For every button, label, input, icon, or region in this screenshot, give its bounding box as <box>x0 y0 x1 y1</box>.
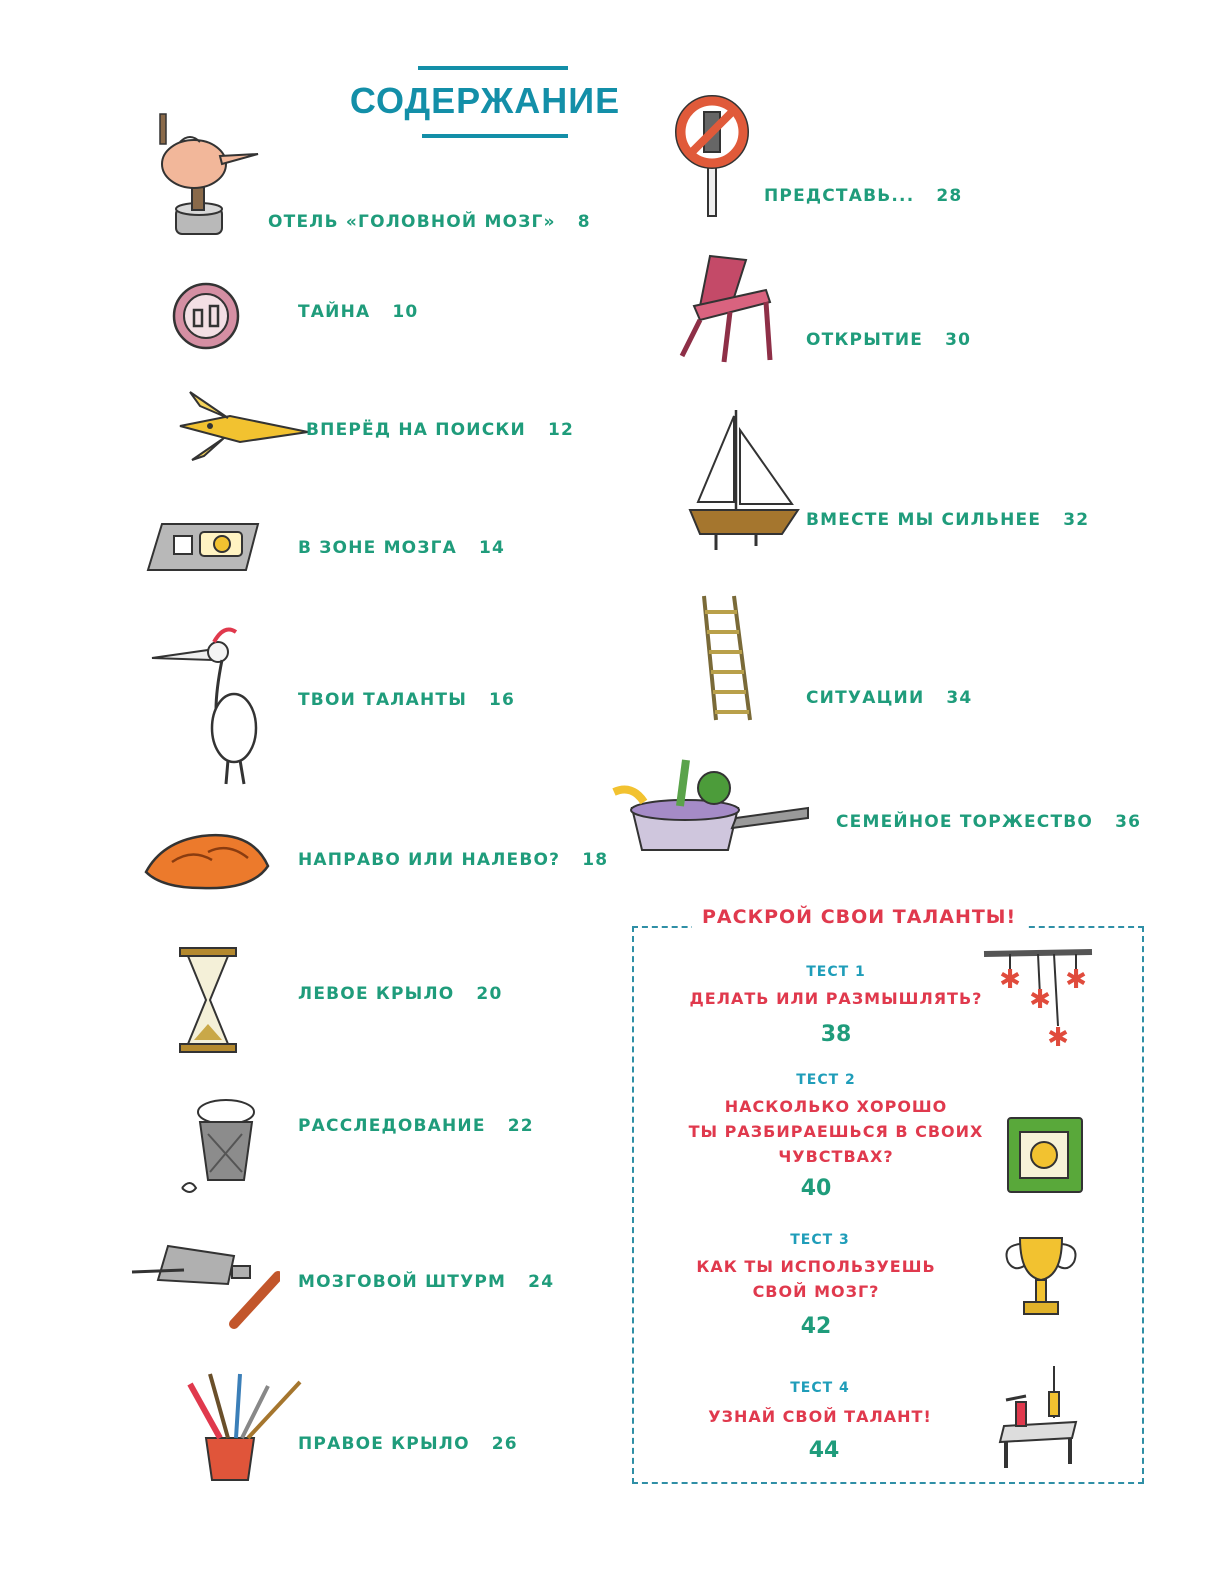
toc-entry-page: 14 <box>479 538 506 558</box>
toc-entry-talents[interactable] <box>298 690 515 710</box>
toc-entry-family-celebration[interactable] <box>836 812 1141 832</box>
svg-text:✱: ✱ <box>999 965 1021 995</box>
test-3-question[interactable]: КАК ТЫ ИСПОЛЬЗУЕШЬ СВОЙ МОЗГ? <box>696 1257 936 1301</box>
toc-entry-label: ПРЕДСТАВЬ... <box>764 186 915 206</box>
toc-entry-brain-zone[interactable] <box>298 538 505 558</box>
toc-entry-label: НАПРАВО ИЛИ НАЛЕВО? <box>298 850 561 870</box>
toc-entry-page: 16 <box>489 690 516 710</box>
toc-entry-page: 12 <box>547 420 575 440</box>
test-1-question[interactable]: ДЕЛАТЬ ИЛИ РАЗМЫШЛЯТЬ? <box>689 989 983 1008</box>
toc-entry-label: ОТЕЛЬ «ГОЛОВНОЙ МОЗГ» <box>268 212 556 232</box>
statue-head-icon <box>150 112 260 240</box>
table-icon <box>992 1362 1084 1472</box>
toc-entry-right-or-left[interactable] <box>298 850 608 870</box>
toc-entry-label: ВМЕСТЕ МЫ СИЛЬНЕЕ <box>806 510 1042 530</box>
toc-entry-label: ТВОИ ТАЛАНТЫ <box>298 690 468 710</box>
svg-text:✱: ✱ <box>1047 1023 1069 1052</box>
toc-entry-label: МОЗГОВОЙ ШТУРМ <box>298 1272 507 1292</box>
toc-entry-search[interactable] <box>306 420 574 440</box>
hourglass-icon <box>176 944 240 1056</box>
toc-entry-page: 30 <box>945 330 972 350</box>
toc-entry-page: 28 <box>936 186 963 206</box>
toc-entry-situations[interactable] <box>806 688 972 708</box>
device-icon <box>144 520 264 574</box>
toc-entry-label: СЕМЕЙНОЕ ТОРЖЕСТВО <box>836 812 1094 832</box>
toc-entry-page: 10 <box>392 302 419 322</box>
ladder-icon <box>694 592 758 724</box>
page-title: СОДЕРЖАНИЕ <box>349 80 621 121</box>
svg-text:✱: ✱ <box>1065 965 1087 995</box>
toc-entry-label: СИТУАЦИИ <box>806 688 925 708</box>
toc-entry-investigation[interactable] <box>298 1116 534 1136</box>
tests-box-title: РАСКРОЙ СВОИ ТАЛАНТЫ! <box>692 906 1026 928</box>
round-badge-icon <box>170 280 242 352</box>
test-2-page: 40 <box>800 1176 832 1201</box>
no-sign-icon <box>672 92 752 218</box>
toc-entry-label: В ЗОНЕ МОЗГА <box>298 538 457 558</box>
toc-entry-page: 18 <box>582 850 609 870</box>
trash-bin-icon <box>176 1094 266 1198</box>
test-4-label: ТЕСТ 4 <box>790 1380 850 1396</box>
test-1-label: ТЕСТ 1 <box>806 964 866 980</box>
toc-entry-left-wing[interactable] <box>298 984 502 1004</box>
toc-entry-page: 22 <box>507 1116 534 1136</box>
toc-entry-brainstorm[interactable] <box>298 1272 554 1292</box>
toc-entry-hotel[interactable] <box>268 212 591 232</box>
orange-pile-icon <box>142 822 272 894</box>
toc-entry-label: ПРАВОЕ КРЫЛО <box>298 1434 470 1454</box>
page-title-block <box>330 66 640 142</box>
toc-entry-page: 26 <box>491 1434 518 1454</box>
toc-entry-page: 32 <box>1063 510 1090 530</box>
safe-icon <box>1004 1114 1086 1196</box>
toc-entry-label: ОТКРЫТИЕ <box>806 330 924 350</box>
flying-bird-icon <box>170 386 310 466</box>
frying-pan-icon <box>610 756 812 862</box>
crane-bird-icon <box>148 622 268 788</box>
test-3-label: ТЕСТ 3 <box>790 1232 850 1248</box>
toc-entry-label: ЛЕВОЕ КРЫЛО <box>298 984 455 1004</box>
toc-entry-imagine[interactable] <box>764 186 962 206</box>
toc-entry-label: ТАЙНА <box>298 302 371 322</box>
toc-entry-page: 36 <box>1115 812 1142 832</box>
mobile-stars-icon <box>980 946 1096 1052</box>
toc-entry-secret[interactable] <box>298 302 418 322</box>
toc-entry-right-wing[interactable] <box>298 1434 518 1454</box>
toc-entry-page: 34 <box>946 688 973 708</box>
toc-entry-discovery[interactable] <box>806 330 971 350</box>
toc-entry-page: 20 <box>476 984 503 1004</box>
svg-text:✱: ✱ <box>1029 985 1051 1015</box>
title-underline-top <box>418 66 568 70</box>
sailboat-icon <box>686 406 802 552</box>
toc-entry-together[interactable] <box>806 510 1089 530</box>
trophy-icon <box>1000 1232 1082 1322</box>
test-3-page: 42 <box>800 1314 832 1339</box>
test-1-page: 38 <box>820 1022 852 1047</box>
chair-icon <box>670 250 780 366</box>
tool-pot-icon <box>170 1368 310 1482</box>
test-4-question[interactable]: УЗНАЙ СВОЙ ТАЛАНТ! <box>708 1407 932 1426</box>
test-2-label: ТЕСТ 2 <box>796 1072 856 1088</box>
toc-entry-page: 24 <box>528 1272 555 1292</box>
toc-entry-page: 8 <box>577 212 591 232</box>
test-4-page: 44 <box>808 1438 840 1463</box>
toc-entry-label: ВПЕРЁД НА ПОИСКИ <box>306 420 526 440</box>
dustpan-icon <box>128 1240 280 1330</box>
title-underline-bottom <box>422 134 568 138</box>
test-2-question[interactable]: НАСКОЛЬКО ХОРОШО ТЫ РАЗБИРАЕШЬСЯ В СВОИХ ЧУВСТВАХ? <box>688 1097 984 1166</box>
toc-entry-label: РАССЛЕДОВАНИЕ <box>298 1116 486 1136</box>
